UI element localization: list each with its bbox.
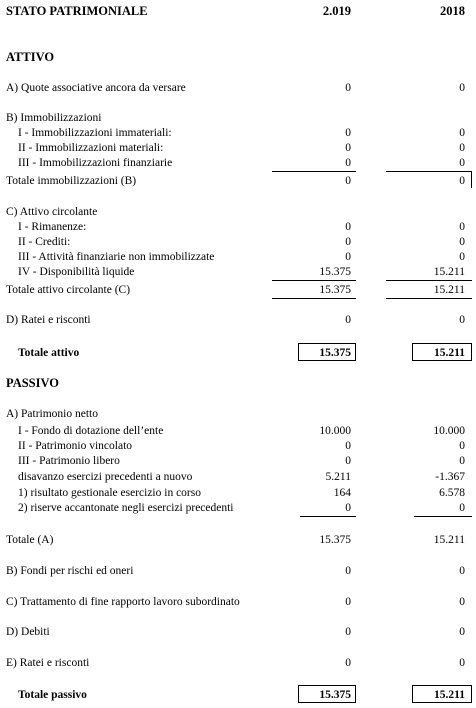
row-value-2018: 0	[459, 565, 465, 577]
table-row	[0, 564, 476, 578]
row-value-2019: 0	[345, 314, 351, 326]
row-value-2018: 0	[459, 440, 465, 452]
row-value-2018: 0	[459, 251, 465, 263]
row-value-2018: 0	[459, 314, 465, 326]
table-row	[0, 81, 476, 95]
table-row	[0, 220, 476, 234]
row-value-2019: 10.000	[319, 425, 351, 437]
table-row	[0, 470, 476, 484]
total-value-2018: 15.211	[433, 284, 465, 296]
page-title: STATO PATRIMONIALE	[6, 4, 148, 18]
row-value-2019: 0	[345, 502, 351, 514]
row-label: IV - Disponibilità liquide	[18, 266, 135, 278]
grand-total-row	[0, 688, 476, 702]
table-row	[0, 424, 476, 438]
row-label: II - Crediti:	[18, 236, 71, 248]
table-row	[0, 235, 476, 249]
row-label: II - Patrimonio vincolato	[18, 440, 133, 452]
row-value-2018: -1.367	[435, 471, 465, 483]
row-label: III - Attività finanziarie non immobilizzate	[18, 251, 215, 263]
row-value-2019: 0	[345, 221, 351, 233]
row-value-2019: 0	[345, 565, 351, 577]
table-row	[0, 656, 476, 670]
row-label: III - Patrimonio libero	[18, 455, 120, 467]
total-label: Totale immobilizzazioni (B)	[6, 175, 137, 187]
row-value-2019: 0	[345, 251, 351, 263]
row-value-2018: 0	[459, 626, 465, 638]
grand-total-2019: 15.375	[319, 347, 351, 359]
table-row	[0, 439, 476, 453]
table-row	[0, 313, 476, 327]
subtotal-rule	[414, 516, 472, 517]
row-value-2018: 15.211	[433, 266, 465, 278]
table-row	[0, 126, 476, 140]
section-label: A) Patrimonio netto	[6, 408, 98, 420]
row-value-2019: 164	[333, 487, 351, 499]
row-value-2018: 0	[459, 236, 465, 248]
grand-total-2018: 15.211	[434, 689, 465, 701]
section-label-row	[0, 111, 476, 125]
row-value-2018: 10.000	[433, 425, 465, 437]
row-value-2019: 0	[345, 596, 351, 608]
row-value-2018: 0	[459, 657, 465, 669]
row-label: I - Fondo di dotazione dell’ente	[18, 425, 164, 437]
table-row	[0, 625, 476, 639]
row-value-2019: 0	[345, 142, 351, 154]
subtotal-rule	[272, 298, 356, 299]
row-value-2018: 0	[459, 221, 465, 233]
subtotal-rule	[272, 280, 356, 281]
row-value-2018: 0	[459, 157, 465, 169]
row-value-2019: 0	[345, 455, 351, 467]
total-label: Totale attivo circolante (C)	[6, 284, 131, 296]
table-row	[0, 265, 476, 279]
section-label: C) Attivo circolante	[6, 206, 98, 218]
row-value-2019: 0	[345, 157, 351, 169]
row-value-2019: 0	[345, 440, 351, 452]
row-label: D) Debiti	[6, 626, 50, 638]
subtotal-rule	[272, 171, 356, 172]
section-label: B) Immobilizzazioni	[6, 112, 102, 124]
row-value-2019: 5.211	[325, 471, 351, 483]
right-edge-rule	[471, 172, 472, 188]
subtotal-rule	[386, 171, 472, 172]
table-row	[0, 141, 476, 155]
total-label: Totale (A)	[6, 534, 54, 546]
row-label: 1) risultato gestionale esercizio in corso	[18, 487, 201, 499]
attivo-heading-row	[0, 50, 476, 64]
total-value-2019: 15.375	[319, 534, 351, 546]
total-row	[0, 283, 476, 297]
total-value-2018: 0	[459, 175, 465, 187]
row-label: II - Immobilizzazioni materiali:	[18, 142, 164, 154]
row-value-2018: 0	[459, 596, 465, 608]
table-row	[0, 250, 476, 264]
table-row	[0, 486, 476, 500]
row-label: D) Ratei e risconti	[6, 314, 91, 326]
row-label: E) Ratei e risconti	[6, 657, 90, 669]
row-value-2019: 0	[345, 236, 351, 248]
row-value-2018: 0	[459, 82, 465, 94]
passivo-heading: PASSIVO	[6, 376, 60, 390]
year1-header: 2.019	[322, 4, 351, 18]
total-row	[0, 174, 476, 188]
row-label: 2) riserve accantonate negli esercizi precedenti	[18, 502, 234, 514]
table-row	[0, 454, 476, 468]
total-row	[0, 533, 476, 547]
section-label-row	[0, 205, 476, 219]
row-value-2019: 0	[345, 127, 351, 139]
subtotal-rule	[386, 280, 472, 281]
row-label: disavanzo esercizi precedenti a nuovo	[18, 471, 193, 483]
row-label: I - Immobilizzazioni immateriali:	[18, 127, 172, 139]
row-value-2018: 0	[459, 127, 465, 139]
grand-total-label: Totale attivo	[18, 347, 80, 359]
table-row	[0, 595, 476, 609]
row-label: B) Fondi per rischi ed oneri	[6, 565, 134, 577]
row-value-2019: 0	[345, 626, 351, 638]
row-label: I - Rimanenze:	[18, 221, 87, 233]
row-label: III - Immobilizzazioni finanziarie	[18, 157, 173, 169]
row-value-2018: 0	[459, 502, 465, 514]
table-row	[0, 156, 476, 170]
header-row	[0, 4, 476, 18]
year2-header: 2018	[440, 4, 465, 18]
grand-total-2019: 15.375	[319, 689, 351, 701]
grand-total-row	[0, 346, 476, 360]
section-label-row	[0, 407, 476, 421]
row-value-2019: 0	[345, 82, 351, 94]
passivo-heading-row	[0, 376, 476, 390]
grand-total-2018: 15.211	[434, 347, 465, 359]
row-value-2019: 0	[345, 657, 351, 669]
row-value-2018: 0	[459, 455, 465, 467]
table-row	[0, 501, 476, 515]
row-label: C) Trattamento di fine rapporto lavoro subordinato	[6, 596, 240, 608]
total-value-2019: 15.375	[319, 284, 351, 296]
row-value-2018: 0	[459, 142, 465, 154]
subtotal-rule	[300, 516, 356, 517]
subtotal-rule	[386, 298, 472, 299]
row-value-2018: 6.578	[439, 487, 465, 499]
grand-total-label: Totale passivo	[18, 689, 87, 701]
total-value-2019: 0	[345, 175, 351, 187]
total-value-2018: 15.211	[433, 534, 465, 546]
row-label: A) Quote associative ancora da versare	[6, 82, 186, 94]
row-value-2019: 15.375	[319, 266, 351, 278]
attivo-heading: ATTIVO	[6, 50, 55, 64]
